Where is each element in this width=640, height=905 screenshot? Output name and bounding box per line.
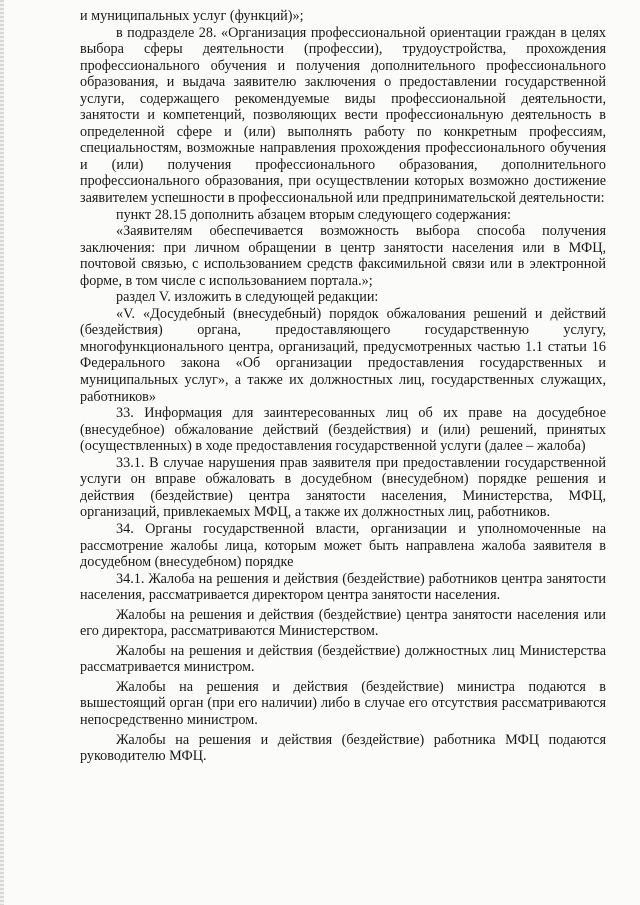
document-body [80, 8, 606, 765]
paragraph-1: и муниципальных услуг (функций)»; [80, 8, 304, 24]
paragraph-9: 34. Органы государственной власти, организации и уполномоченные на рассмотрение жалобы лица, которым может быть направлена жалоба заявителя в досудебном (внесудебном) порядке [80, 520, 606, 571]
paragraph-7: 33. Информация для заинтересованных лиц об их праве на досудебное (внесудебное) обжалование действий (бездействия) и (или) решений, принятых (осуществленных) в ходе предоставления государственной услуги (далее – жалоба) [80, 405, 606, 455]
paragraph-11: Жалобы на решения и действия (бездействие) центра занятости населения или его директора, рассматриваются Министерством. [80, 606, 606, 640]
scan-edge [0, 0, 4, 905]
paragraph-13: Жалобы на решения и действия (бездействие) министра подаются в вышестоящий орган (при его наличии) либо в случае его отсутствия рассматриваются непосредственно министром. [80, 678, 606, 728]
paragraph-2: в подразделе 28. «Организация профессиональной ориентации граждан в целях выбора сферы деятельности (профессии), трудоустройства, прохождения профессионального обучения и получения дополнительного профессионального образования, и выдача заявителю заключения о предоставлении государственной услуги, содержащего рекомендуемые виды профессиональной деятельности, занятости и компетенций, позволяющих вести профессиональную деятельность в определенной сфере и (или) выполнять работу по конкретным профессиям, специальностям, возможные направления прохождения профессионального обучения и (или) получения профессионального образования, дополнительного профессионального образования, при осуществлении которых возможно достижение заявителем успешности в профессиональной или предпринимательской деятельности: [80, 24, 606, 207]
paragraph-5: раздел V. изложить в следующей редакции: [116, 289, 379, 306]
paragraph-12: Жалобы на решения и действия (бездействие) должностных лиц Министерства рассматривается министром. [80, 642, 606, 676]
paragraph-3: пункт 28.15 дополнить абзацем вторым следующего содержания: [116, 206, 511, 223]
paragraph-14: Жалобы на решения и действия (бездействие) работника МФЦ подаются руководителю МФЦ. [80, 731, 606, 765]
paragraph-8: 33.1. В случае нарушения прав заявителя при предоставлении государственной услуги он вправе обжаловать в досудебном (внесудебном) порядке решения и действия (бездействие) центра занятости населения, Министерства, МФЦ, организаций, привлекаемых МФЦ, а также их должностных лиц, работников. [80, 454, 606, 521]
paragraph-6: «V. «Досудебный (внесудебный) порядок обжалования решений и действий (бездействия) органа, предоставляющего государственную услугу, многофункционального центра, организаций, предусмотренных частью 1.1 статьи 16 Федерального закона «Об организации предоставления государственных и муниципальных услуг», а также их должностных лиц, государственных служащих, работников» [80, 305, 606, 405]
paragraph-4: «Заявителям обеспечивается возможность выбора способа получения заключения: при личном обращении в центр занятости населения или в МФЦ, почтовой связью, с использованием средств факсимильной связи или в электронной форме, в том числе с использованием портала.»; [80, 223, 606, 289]
paragraph-10: 34.1. Жалоба на решения и действия (бездействие) работников центра занятости населения, рассматривается директором центра занятости населения. [80, 570, 606, 604]
